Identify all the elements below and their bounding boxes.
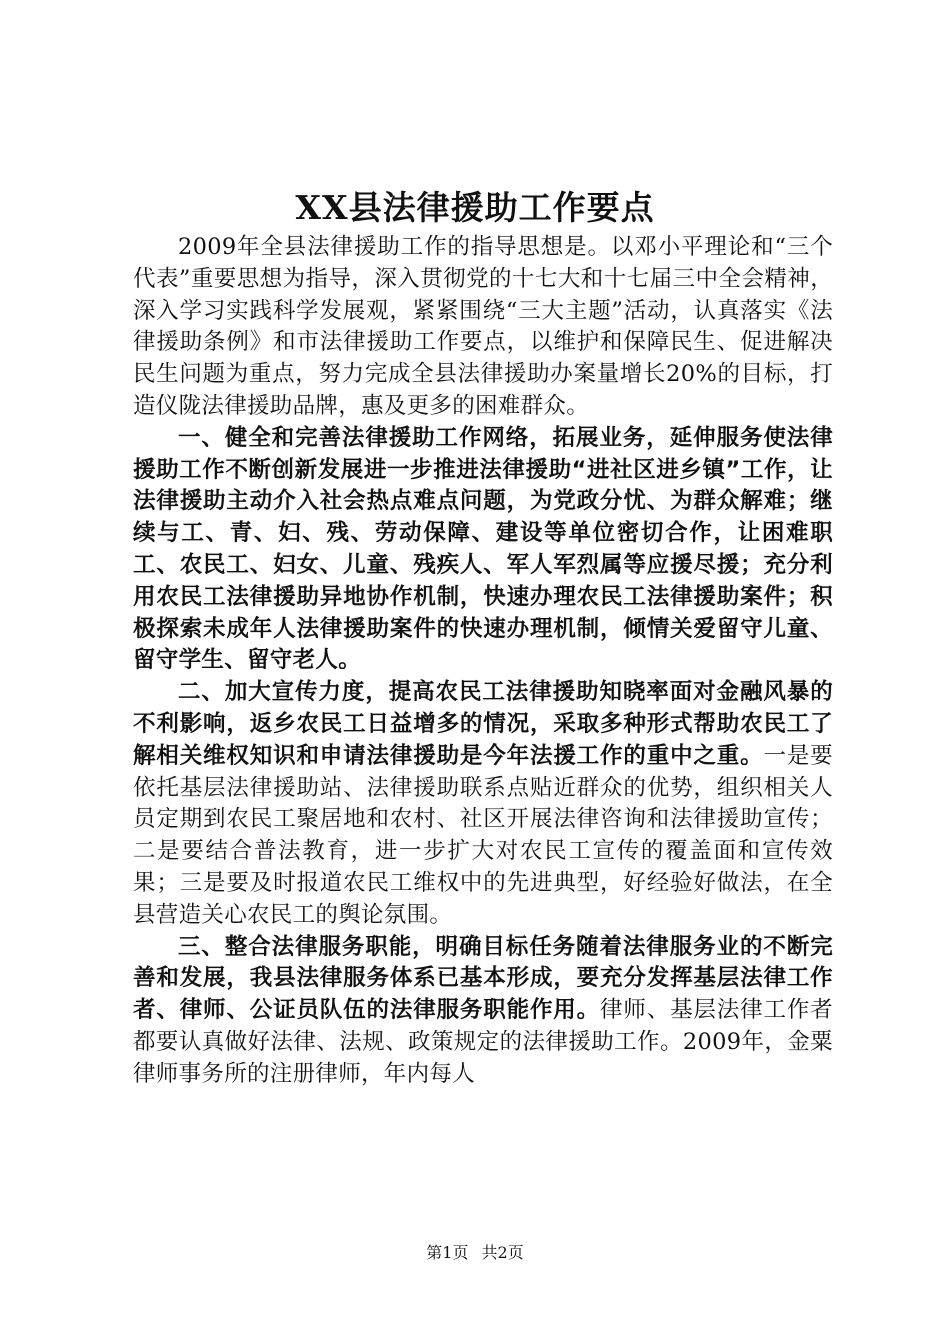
paragraph-guiding-thought (133, 232, 833, 423)
paragraph-text: 律师、基层法律工作者都要认真做好法律、法规、政策规定的法律援助工作。2009年，金粟律师事务所的注册律师，年内每人 (133, 997, 833, 1087)
page-number: 第1页 (426, 1243, 469, 1262)
document-body (133, 232, 833, 1091)
paragraph-section-3 (133, 932, 833, 1091)
paragraph-text: 2009年全县法律援助工作的指导思想是。以邓小平理论和“三个代表”重要思想为指导，深入贯彻党的十七大和十七届三中全会精神，深入学习实践科学发展观，紧紧围绕“三大主题”活动，认真落实《法律援助条例》和市法律援助工作要点，以维护和保障民生、促进解决民生问题为重点，努力完成全县法律援助办案量增长20%的目标，打造仪陇法律援助品牌，惠及更多的困难群众。 (133, 234, 833, 419)
paragraph-heading: 二、加大宣传力度，提高农民工法律援助知晓率面对金融风暴的不利影响，返乡农民工日益增多的情况，采取多种形式帮助农民工了解相关维权知识和申请法律援助是今年法援工作的重中之重。 (133, 679, 833, 769)
paragraph-section-2 (133, 677, 833, 931)
page-total: 共2页 (481, 1243, 524, 1262)
paragraph-section-1 (133, 423, 833, 677)
paragraph-heading: 一、健全和完善法律援助工作网络，拓展业务，延伸服务使法律援助工作不断创新发展进一步推进法律援助“进社区进乡镇”工作，让法律援助主动介入社会热点难点问题，为党政分忧、为群众解难；继续与工、青、妇、残、劳动保障、建设等单位密切合作，让困难职工、农民工、妇女、儿童、残疾人、军人军烈属等应援尽援；充分利用农民工法律援助异地协作机制，快速办理农民工法律援助案件；积极探索未成年人法律援助案件的快速办理机制，倾情关爱留守儿童、留守学生、留守老人。 (133, 424, 833, 674)
paragraph-heading: 三、整合法律服务职能，明确目标任务随着法律服务业的不断完善和发展，我县法律服务体系已基本形成，要充分发挥基层法律工作者、律师、公证员队伍的法律服务职能作用。 (133, 933, 833, 1024)
paragraph-text: 一是要依托基层法律援助站、法律援助联系点贴近群众的优势，组织相关人员定期到农民工聚居地和农村、社区开展法律咨询和法律援助宣传；二是要结合普法教育，进一步扩大对农民工宣传的覆盖面和宣传效果；三是要及时报道农民工维权中的先进典型，好经验好做法，在全县营造关心农民工的舆论氛围。 (133, 742, 833, 928)
page-footer (0, 1242, 950, 1264)
document-title: XX县法律援助工作要点 (295, 188, 655, 227)
